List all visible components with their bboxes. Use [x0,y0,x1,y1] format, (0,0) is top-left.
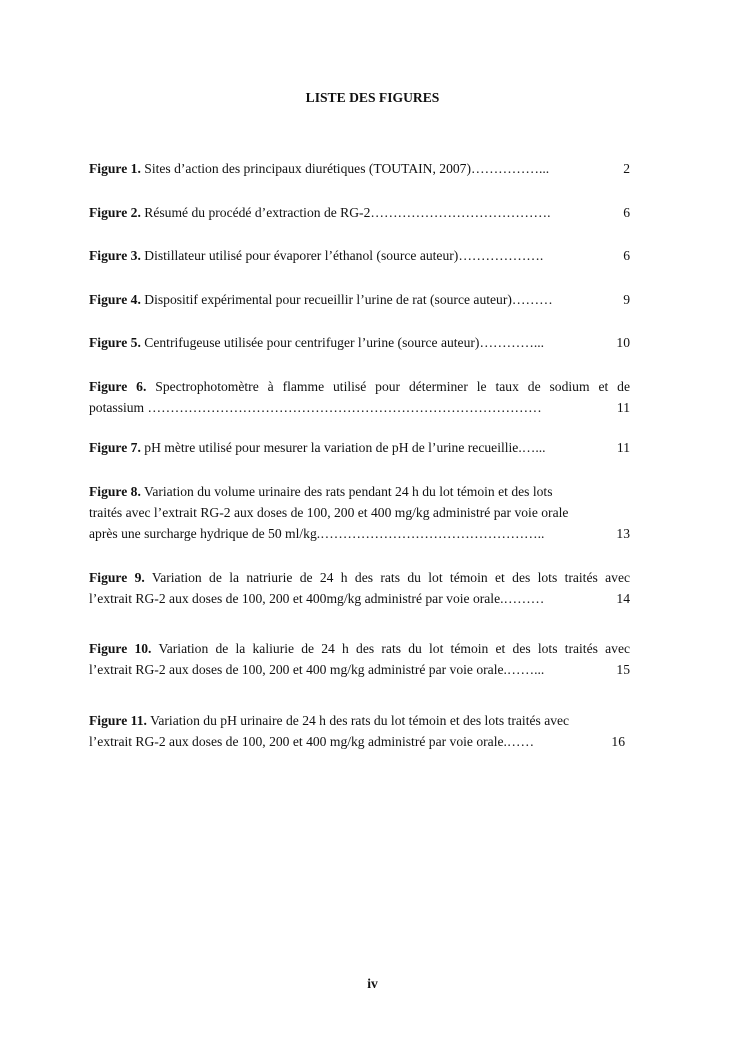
figure-caption-line [89,376,630,397]
figure-page-number: 2 [623,161,630,176]
figure-entry-5 [89,332,630,353]
figure-caption-line [89,710,625,731]
figure-entry-7 [89,437,630,458]
figure-entry-10 [89,638,630,680]
figure-label: Figure 2. [89,205,141,220]
figure-caption-line [89,502,630,523]
figure-label: Figure 4. [89,292,141,307]
figure-page-number: 6 [623,248,630,263]
page-title: LISTE DES FIGURES [305,90,440,105]
figure-page-number: 13 [616,526,630,541]
figure-page-number: 14 [616,591,630,606]
figure-entry-4 [89,289,630,310]
figure-label: Figure 5. [89,335,141,350]
figure-entry-3 [89,245,630,266]
figure-caption: l’extrait RG-2 aux doses de 100, 200 et 400 mg/kg administré par voie orale.…… [89,734,535,749]
figure-label: Figure 3. [89,248,141,263]
figure-caption-line [89,567,630,588]
figure-entry-2 [89,202,630,223]
figure-caption: Variation du volume urinaire des rats pendant 24 h du lot témoin et des lots [144,484,553,499]
figure-page-number: 9 [623,292,630,307]
figure-page-number: 11 [616,440,630,455]
figure-entry-1 [89,158,630,179]
figure-label: Figure 11. [89,713,147,728]
figure-page-number: 15 [616,662,630,677]
figure-caption: Sites d’action des principaux diurétiques (TOUTAIN, 2007)……………... [144,161,550,176]
figure-caption: après une surcharge hydrique de 50 ml/kg.………………………………………….. [89,526,545,541]
figure-entry-9 [89,567,630,609]
figure-caption: Centrifugeuse utilisée pour centrifuger l’urine (source auteur)…………... [144,335,545,350]
figure-page-number: 6 [623,205,630,220]
figure-label: Figure 10. [89,641,152,656]
figure-caption: Variation de la natriurie de 24 h des rats du lot témoin et des lots traités avec [151,570,631,585]
figure-caption-line [89,659,630,680]
figure-caption: l’extrait RG-2 aux doses de 100, 200 et 400mg/kg administré par voie orale.……… [89,591,545,606]
figure-caption: pH mètre utilisé pour mesurer la variation de pH de l’urine recueillie.…... [144,440,546,455]
figure-label: Figure 9. [89,570,145,585]
figure-label: Figure 8. [89,484,141,499]
figure-caption-line [89,523,630,544]
figure-entry-6 [89,376,630,418]
figure-caption: traités avec l’extrait RG-2 aux doses de 100, 200 et 400 mg/kg administré par voie orale [89,505,569,520]
figure-caption: Variation du pH urinaire de 24 h des rats du lot témoin et des lots traités avec [150,713,570,728]
figure-caption-line [89,588,630,609]
figure-caption-line [89,731,625,752]
figure-caption: Dispositif expérimental pour recueillir l’urine de rat (source auteur)……… [144,292,553,307]
page-number: iv [367,976,378,991]
figure-caption-line [89,481,630,502]
figure-entry-8 [89,481,630,544]
figure-caption-line [89,397,630,418]
figure-label: Figure 6. [89,379,147,394]
figure-caption: Spectrophotomètre à flamme utilisé pour déterminer le taux de sodium et de [155,379,631,394]
figure-page-number: 11 [616,400,630,415]
figure-caption: Distillateur utilisé pour évaporer l’éthanol (source auteur)………………. [144,248,544,263]
figure-caption: potassium …………………………………………………………………………… [89,400,542,415]
figure-page-number: 10 [616,335,630,350]
figure-page-number: 16 [611,734,625,749]
figure-label: Figure 7. [89,440,141,455]
figure-caption: Variation de la kaliurie de 24 h des rats du lot témoin et des lots traités avec [158,641,631,656]
figure-caption: Résumé du procédé d’extraction de RG-2…………………………………. [144,205,551,220]
figure-entry-11 [89,710,625,752]
figure-caption-line [89,638,630,659]
figure-caption: l’extrait RG-2 aux doses de 100, 200 et 400 mg/kg administré par voie orale.……... [89,662,545,677]
figure-label: Figure 1. [89,161,141,176]
